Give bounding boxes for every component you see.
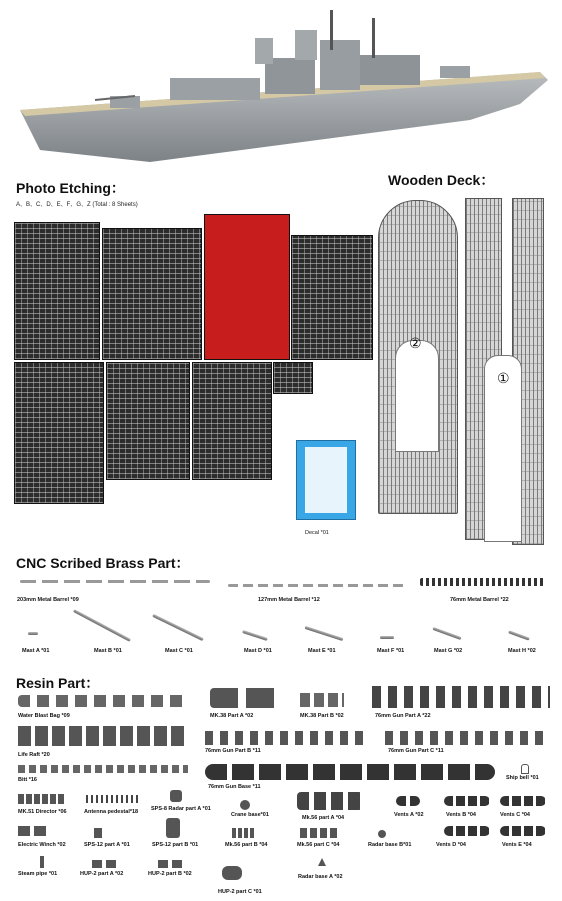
- resin-title: Resin Part：: [16, 675, 100, 691]
- vents-b-graphic: [444, 796, 490, 806]
- 127mm-barrel-graphic: [228, 584, 408, 587]
- 203mm-barrel-graphic: [20, 580, 210, 583]
- resin-item-label: Mk.56 part A *04: [302, 815, 345, 821]
- cnc-item-label: 127mm Metal Barrel *12: [258, 597, 320, 603]
- hup2-part-b-graphic: [158, 860, 184, 868]
- resin-item-label: SPS-8 Radar part A *01: [151, 806, 211, 812]
- vents-e-graphic: [500, 826, 546, 836]
- resin-item-label: Bitt *16: [18, 777, 37, 783]
- resin-item-label: Vents D *04: [436, 842, 466, 848]
- pe-sheet: [14, 222, 100, 360]
- 76mm-gun-part-a-graphic: [372, 686, 550, 708]
- mast-graphic: [380, 636, 394, 639]
- 76mm-barrel-graphic: [420, 578, 544, 586]
- hup2-part-a-graphic: [92, 860, 118, 868]
- ship-bell-graphic: [521, 764, 529, 774]
- radar-base-b-graphic: [378, 830, 386, 838]
- cnc-title: CNC Scribed Brass Part：: [16, 555, 190, 571]
- cnc-item-label: Mast A *01: [22, 648, 50, 654]
- resin-item-label: 76mm Gun Part C *11: [388, 748, 444, 754]
- mk38-part-b-graphic: [300, 693, 344, 707]
- wooden-deck-title: Wooden Deck：: [388, 172, 495, 188]
- resin-item-label: Water Blast Bag *09: [18, 713, 70, 719]
- electric-winch-graphic: [18, 826, 48, 836]
- mk56-part-c-graphic: [300, 828, 340, 838]
- resin-item-label: Steam pipe *01: [18, 871, 58, 877]
- sps12-part-a-graphic: [94, 828, 102, 838]
- mast-graphic: [73, 609, 131, 642]
- vents-c-graphic: [500, 796, 546, 806]
- deck-marker-2: ②: [409, 335, 422, 351]
- resin-item-label: Vents C *04: [500, 812, 530, 818]
- resin-item-label: MK.38 Part B *02: [300, 713, 344, 719]
- life-raft-graphic: [18, 726, 186, 746]
- resin-item-label: Antenna pedestal*18: [84, 809, 139, 815]
- cnc-item-label: Mast G *02: [434, 648, 463, 654]
- resin-item-label: MK.38 Part A *02: [210, 713, 254, 719]
- 76mm-gun-part-b-graphic: [205, 731, 365, 745]
- resin-item-label: Electric Winch *02: [18, 842, 66, 848]
- resin-item-label: HUP-2 part B *02: [148, 871, 192, 877]
- resin-item-label: 76mm Gun Base *11: [208, 784, 261, 790]
- resin-item-label: Vents B *04: [446, 812, 476, 818]
- resin-item-label: Ship bell *01: [506, 775, 539, 781]
- resin-item-label: HUP-2 part A *02: [80, 871, 124, 877]
- hup2-part-c-graphic: [222, 866, 242, 880]
- 76mm-gun-part-c-graphic: [385, 731, 550, 745]
- sps8-radar-graphic: [170, 790, 182, 802]
- vents-d-graphic: [444, 826, 490, 836]
- resin-item-label: Crane base*01: [231, 812, 269, 818]
- mast-graphic: [152, 614, 204, 641]
- cnc-item-label: Mast D *01: [244, 648, 272, 654]
- cnc-item-label: 203mm Metal Barrel *09: [17, 597, 79, 603]
- cnc-item-label: Mast F *01: [377, 648, 405, 654]
- mast-graphic: [508, 630, 530, 640]
- pe-sheet: [106, 362, 190, 480]
- pe-sheet: [291, 235, 373, 360]
- water-blast-bag-graphic: [18, 695, 188, 707]
- sps12-part-b-graphic: [166, 818, 180, 838]
- cnc-item-label: Mast C *01: [165, 648, 193, 654]
- cnc-item-label: Mast B *01: [94, 648, 122, 654]
- vents-a-graphic: [396, 796, 420, 806]
- deck-marker-1: ①: [497, 370, 510, 386]
- decal-sheet: [296, 440, 356, 520]
- photo-etching-title: Photo Etching：: [16, 180, 125, 196]
- resin-item-label: SPS-12 part A *01: [84, 842, 130, 848]
- resin-item-label: MK.51 Director *06: [18, 809, 67, 815]
- mk56-part-b-graphic: [232, 828, 256, 838]
- bitt-graphic: [18, 765, 188, 773]
- resin-item-label: Radar base A *02: [298, 874, 343, 880]
- antenna-pedestal-graphic: [86, 795, 138, 803]
- 76mm-gun-base-graphic: [205, 764, 495, 780]
- photo-etching-subtitle: A、B、C、D、E、F、G、Z (Total : 8 Sheets): [16, 202, 138, 208]
- resin-item-label: HUP-2 part C *01: [218, 889, 262, 895]
- resin-item-label: Vents E *04: [502, 842, 532, 848]
- mk38-part-a-graphic: [210, 688, 280, 708]
- resin-item-label: 76mm Gun Part B *11: [205, 748, 261, 754]
- mast-graphic: [432, 627, 461, 640]
- resin-item-label: Radar base B*01: [368, 842, 412, 848]
- pe-sheet: [14, 362, 104, 504]
- mast-graphic: [242, 630, 268, 641]
- mk56-part-a-graphic: [297, 792, 363, 810]
- radar-base-a-graphic: [318, 858, 326, 866]
- steam-pipe-graphic: [40, 856, 44, 868]
- resin-item-label: Mk.56 part C *04: [297, 842, 340, 848]
- cnc-item-label: Mast E *01: [308, 648, 336, 654]
- cnc-item-label: Mast H *02: [508, 648, 536, 654]
- resin-item-label: Life Raft *20: [18, 752, 50, 758]
- resin-item-label: Vents A *02: [394, 812, 424, 818]
- pe-sheet: [102, 228, 202, 360]
- resin-item-label: 76mm Gun Part A *22: [375, 713, 431, 719]
- deck-cutout: [395, 340, 439, 452]
- cnc-item-label: 76mm Metal Barrel *22: [450, 597, 509, 603]
- mast-graphic: [305, 626, 344, 641]
- pe-sheet: [204, 214, 290, 360]
- mk51-director-graphic: [18, 794, 66, 804]
- resin-item-label: Mk.56 part B *04: [225, 842, 268, 848]
- ship-model-image: [0, 0, 562, 168]
- pe-sheet: [273, 362, 313, 394]
- pe-sheet: [192, 362, 272, 480]
- mast-graphic: [28, 632, 38, 635]
- decal-label: Decal *01: [305, 530, 329, 536]
- crane-base-graphic: [240, 800, 250, 810]
- resin-item-label: SPS-12 part B *01: [152, 842, 199, 848]
